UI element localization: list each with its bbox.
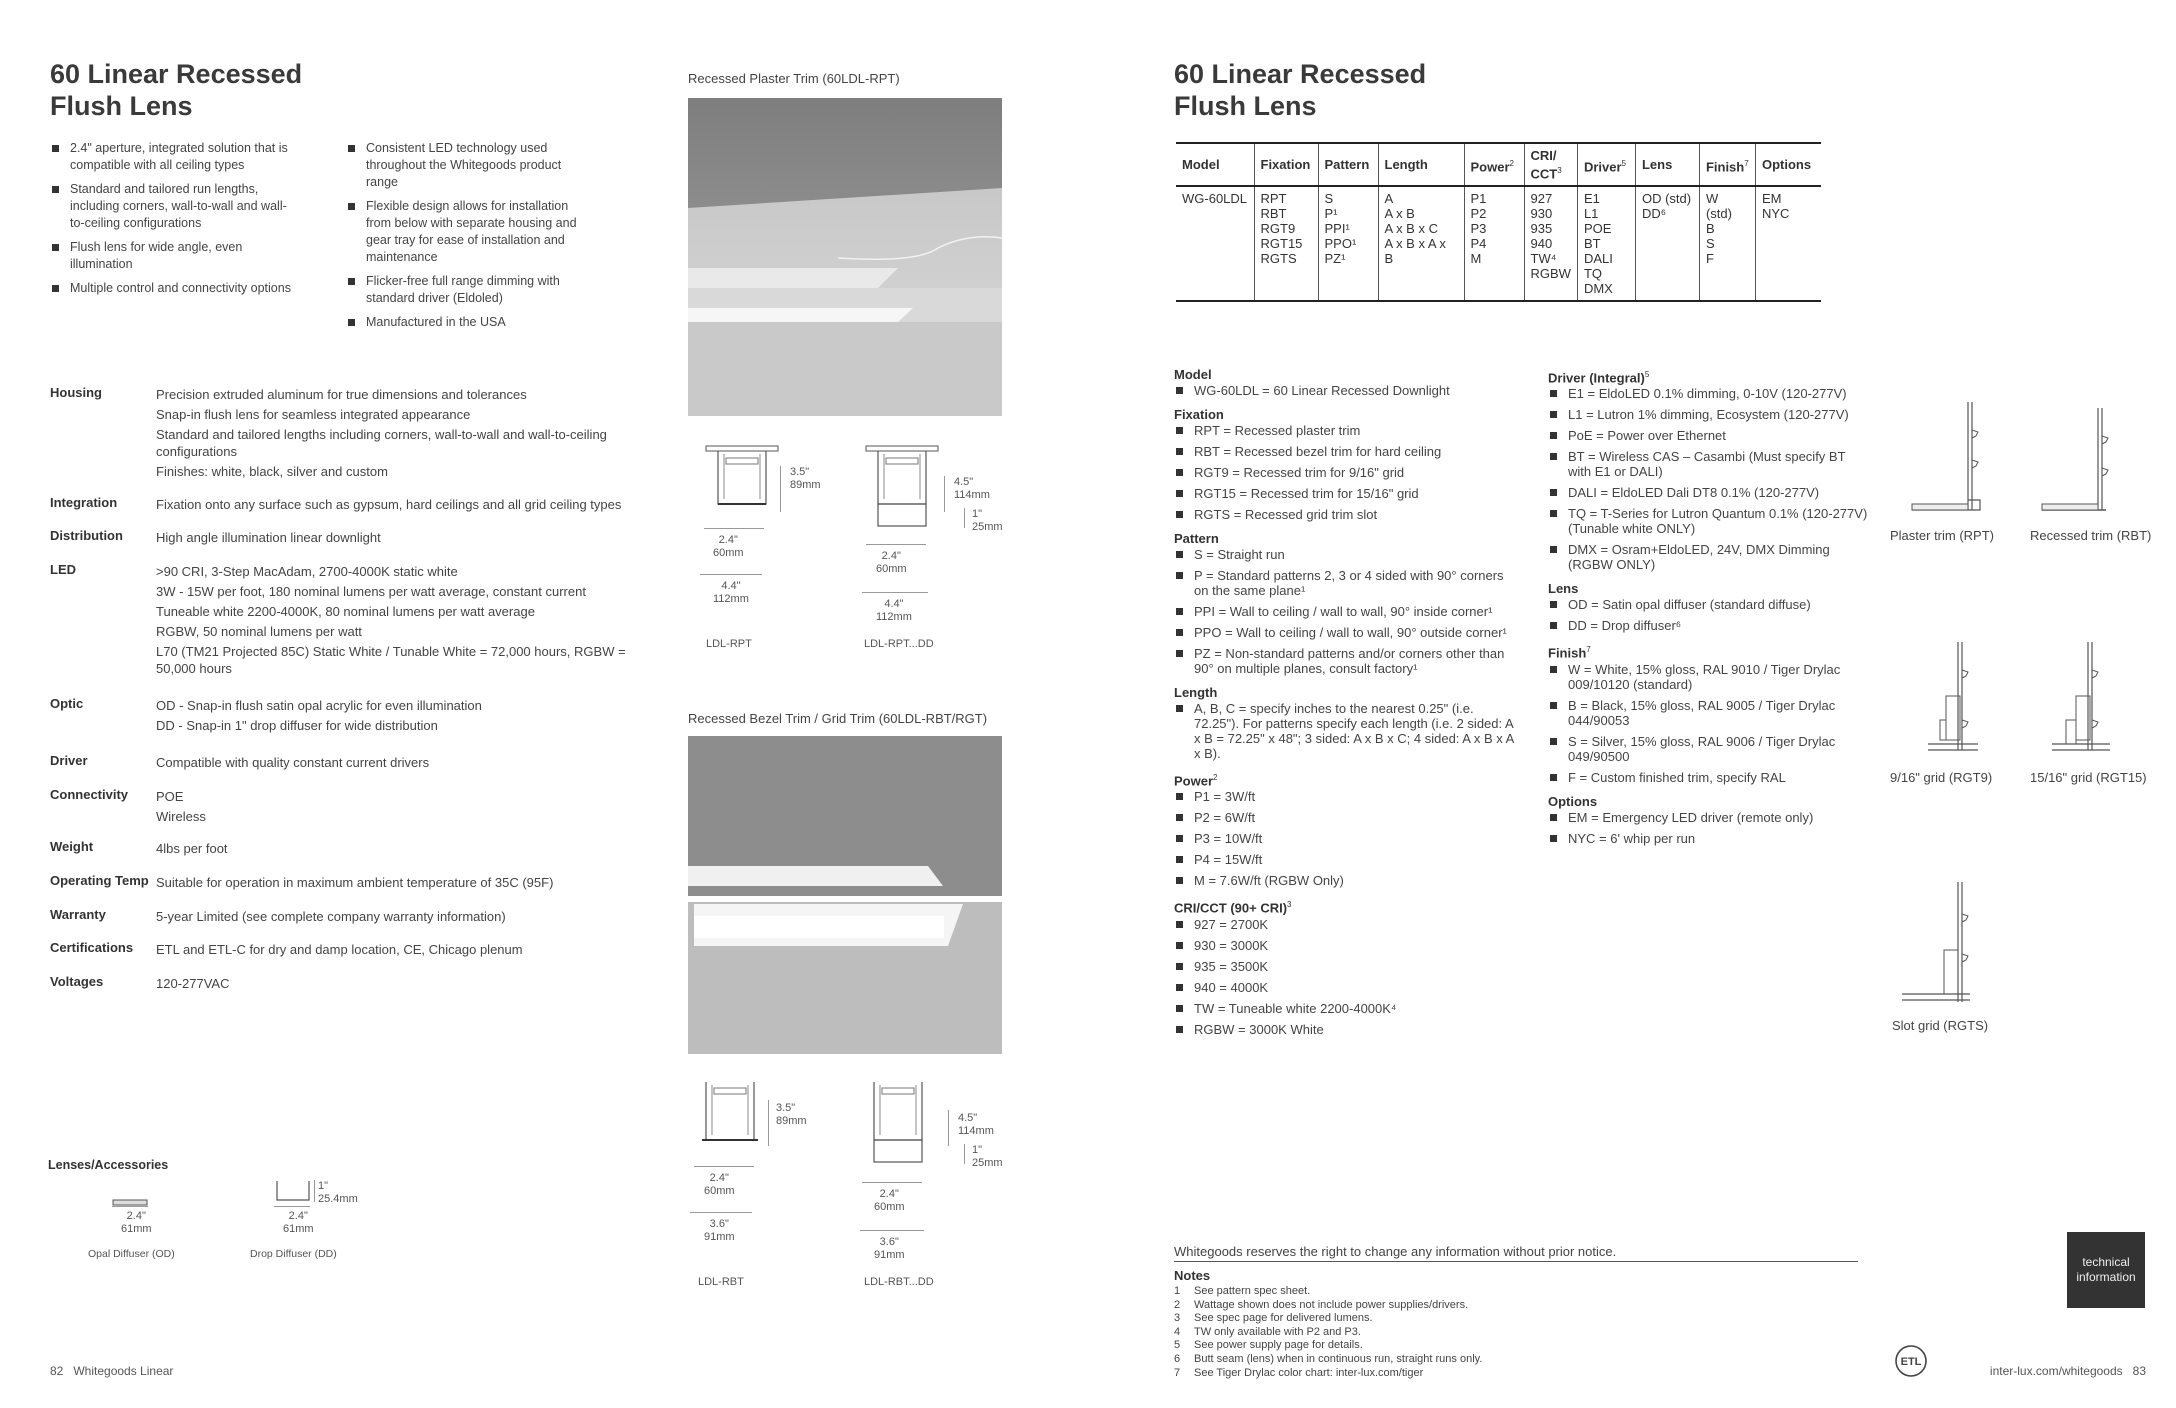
diagram-label-rpt-dd: LDL-RPT...DD xyxy=(864,638,934,650)
table-cell xyxy=(1318,186,1378,301)
note-text: See pattern spec sheet. xyxy=(1194,1285,1311,1297)
spec-values xyxy=(156,908,650,928)
spec-value: High angle illumination linear downlight xyxy=(156,530,381,545)
footnote-ref: 5 xyxy=(1644,370,1650,379)
header-text: Lens xyxy=(1641,157,1673,173)
legend-item: B = Black, 15% gloss, RAL 9005 / Tiger Drylac 044/90053 xyxy=(1548,698,1868,728)
spec-label: Warranty xyxy=(50,907,106,922)
cell-value: 940 xyxy=(1530,236,1553,252)
spec-value: Finishes: white, black, silver and custom xyxy=(156,464,388,479)
rgts-trim-drawing xyxy=(1900,880,1990,1015)
table-cell xyxy=(1464,186,1524,301)
etl-logo xyxy=(1894,1344,1928,1383)
legend-item: PZ = Non-standard patterns and/or corners other than 90° on multiple planes, consult factory¹ xyxy=(1174,646,1514,676)
rbt-trim-drawing xyxy=(2040,406,2130,523)
legend-heading xyxy=(1174,769,1514,789)
legend-heading-text: Lens xyxy=(1548,581,1579,597)
spec-label: Weight xyxy=(50,839,94,854)
photo-plaster-trim xyxy=(688,98,1002,416)
legend-section xyxy=(1174,684,1514,761)
legend-heading-text: Power xyxy=(1174,773,1214,789)
legend-item: RGT15 = Recessed trim for 15/16" grid xyxy=(1174,486,1514,501)
cell-value: DMX xyxy=(1583,281,1613,297)
legend-item: A, B, C = specify inches to the nearest 0.25" (i.e. 72.25"). For patterns specify each length (i.e. 2 sided: A x B = 72.25" x 48"; 3 sided: A x B x C; 4 sided: A x B x A x B). xyxy=(1174,701,1514,761)
table-header xyxy=(1699,143,1755,186)
notes-heading: Notes xyxy=(1174,1268,1211,1283)
header-text: Power xyxy=(1470,158,1510,174)
legend-heading xyxy=(1548,366,1868,386)
footnote-ref: 3 xyxy=(1557,166,1562,175)
header-text: Length xyxy=(1384,157,1428,173)
diagram-label-rbt-dd: LDL-RBT...DD xyxy=(864,1276,934,1288)
table-header xyxy=(1254,143,1318,186)
rbt-dd-section-drawing xyxy=(860,1080,936,1164)
spec-value: Tuneable white 2200-4000K, 80 nominal lumens per watt average xyxy=(156,604,535,619)
cell-value: S xyxy=(1324,191,1334,207)
feature-bullet: Consistent LED technology used throughout the Whitegoods product range xyxy=(346,140,596,191)
legend-item: BT = Wireless CAS – Casambi (Must specify BT with E1 or DALI) xyxy=(1548,449,1868,479)
table-header xyxy=(1524,143,1577,186)
note-row xyxy=(1174,1367,1774,1381)
legend-item: PPI = Wall to ceiling / wall to wall, 90° inside corner¹ xyxy=(1174,604,1514,619)
legend-item: RGTS = Recessed grid trim slot xyxy=(1174,507,1514,522)
table-header xyxy=(1176,143,1254,186)
spec-row xyxy=(50,494,650,516)
ordering-legend-col1 xyxy=(1174,366,1514,1045)
legend-item: TQ = T-Series for Lutron Quantum 0.1% (120-277V) (Tunable white ONLY) xyxy=(1548,506,1868,536)
note-number: 5 xyxy=(1174,1339,1181,1352)
legend-heading xyxy=(1174,406,1514,423)
spec-row xyxy=(50,561,650,680)
cell-value: (std) xyxy=(1705,206,1732,222)
feature-bullet: Flexible design allows for installation from below with separate housing and gear tray for ease of installation and maintenance xyxy=(346,198,596,266)
spec-value: Suitable for operation in maximum ambient temperature of 35C (95F) xyxy=(156,875,554,890)
lenses-heading: Lenses/Accessories xyxy=(48,1158,169,1172)
cell-value: A x B xyxy=(1384,206,1415,222)
note-text: Wattage shown does not include power supplies/drivers. xyxy=(1194,1298,1469,1311)
diagram-label-rbt: LDL-RBT xyxy=(698,1276,744,1288)
legend-heading xyxy=(1548,793,1868,810)
cell-value: POE xyxy=(1583,221,1612,237)
footnote-ref: 5 xyxy=(1621,158,1626,168)
rgt9-trim-drawing xyxy=(1920,640,1990,763)
note-number: 4 xyxy=(1174,1325,1181,1338)
legend-item: RGBW = 3000K White xyxy=(1174,1022,1514,1037)
note-number: 6 xyxy=(1174,1352,1181,1365)
note-row xyxy=(1174,1339,1774,1353)
cell-value: A x B x A x B xyxy=(1384,236,1446,267)
caption-rpt: Plaster trim (RPT) xyxy=(1890,528,1994,543)
caption-rgt9: 9/16" grid (RGT9) xyxy=(1890,770,1993,785)
spec-row xyxy=(50,838,650,860)
legend-section xyxy=(1548,580,1868,633)
cell-value: W xyxy=(1705,191,1719,207)
spec-values xyxy=(156,941,650,961)
spec-row xyxy=(50,872,650,894)
legend-item: L1 = Lutron 1% dimming, Ecosystem (120-277V) xyxy=(1548,407,1868,422)
ordering-legend-col2 xyxy=(1548,366,1868,854)
cell-value: DALI xyxy=(1583,251,1613,267)
cell-value: P1 xyxy=(1470,191,1487,207)
spec-value: POE xyxy=(156,789,184,804)
feature-bullet: 2.4" aperture, integrated solution that is compatible with all ceiling types xyxy=(50,140,300,174)
note-text: TW only available with P2 and P3. xyxy=(1194,1325,1361,1338)
cell-value: P¹ xyxy=(1324,206,1338,222)
spec-label: Distribution xyxy=(50,528,123,543)
legend-item: NYC = 6' whip per run xyxy=(1548,831,1868,846)
spec-values xyxy=(156,788,650,828)
spec-value: Fixation onto any surface such as gypsum, hard ceilings and all grid ceiling types xyxy=(156,497,622,512)
cell-value: RGT15 xyxy=(1260,236,1303,252)
header-text: CRI/ CCT xyxy=(1530,148,1558,182)
legend-list xyxy=(1174,547,1514,676)
legend-item: P3 = 10W/ft xyxy=(1174,831,1514,846)
spec-row xyxy=(50,527,650,549)
legend-list xyxy=(1548,386,1868,572)
spec-value: Standard and tailored lengths including corners, wall-to-wall and wall-to-ceiling configurations xyxy=(156,427,607,459)
spec-values xyxy=(156,840,650,860)
svg-text:ETL: ETL xyxy=(1900,1356,1922,1368)
diagram-ldl-rpt-dd xyxy=(864,444,940,533)
spec-value: 5-year Limited (see complete company warranty information) xyxy=(156,909,506,924)
note-number: 7 xyxy=(1174,1366,1181,1379)
spec-label: LED xyxy=(50,562,76,577)
table-header xyxy=(1378,143,1464,186)
title-line-1: 60 Linear Recessed xyxy=(1174,59,1427,89)
spec-label: Housing xyxy=(50,385,102,400)
cell-value: PZ¹ xyxy=(1324,251,1346,267)
rgt15-trim-drawing xyxy=(2050,640,2120,763)
spec-label: Integration xyxy=(50,495,118,510)
cell-value: P3 xyxy=(1470,221,1487,237)
cell-value: NYC xyxy=(1761,206,1790,222)
spec-row xyxy=(50,695,650,737)
title-line-2: Flush Lens xyxy=(50,91,193,121)
cell-value: M xyxy=(1470,251,1482,267)
legend-item: F = Custom finished trim, specify RAL xyxy=(1548,770,1868,785)
legend-heading-text: Options xyxy=(1548,793,1598,809)
cell-value: A x B x C xyxy=(1384,221,1438,237)
table-cell xyxy=(1699,186,1755,301)
title-line-1: 60 Linear Recessed xyxy=(50,59,303,89)
legend-heading-text: Model xyxy=(1174,367,1212,382)
legend-item: DALI = EldoLED Dali DT8 0.1% (120-277V) xyxy=(1548,485,1868,500)
cell-value: 935 xyxy=(1530,221,1553,237)
spec-value: >90 CRI, 3-Step MacAdam, 2700-4000K static white xyxy=(156,564,458,579)
table-cell xyxy=(1635,186,1699,301)
cell-value: PPO¹ xyxy=(1324,236,1357,252)
rpt-dd-section-drawing xyxy=(864,444,940,528)
legend-heading-text: Fixation xyxy=(1174,407,1224,422)
cell-value: PPI¹ xyxy=(1324,221,1350,237)
table-cell xyxy=(1524,186,1577,301)
note-row xyxy=(1174,1312,1774,1326)
title-line-2: Flush Lens xyxy=(1174,91,1317,121)
feature-bullet: Flush lens for wide angle, even illumination xyxy=(50,239,300,273)
technical-information-tab[interactable]: technical information xyxy=(2067,1232,2145,1308)
cell-value: P4 xyxy=(1470,236,1487,252)
note-text: See power supply page for details. xyxy=(1194,1339,1363,1352)
spec-value: 3W - 15W per foot, 180 nominal lumens per watt average, constant current xyxy=(156,584,586,599)
diagram-label-rpt: LDL-RPT xyxy=(706,638,752,650)
note-number: 2 xyxy=(1174,1298,1181,1311)
rbt-section-drawing xyxy=(692,1080,768,1150)
spec-row xyxy=(50,786,650,828)
rpt-trim-drawing xyxy=(1910,400,2000,523)
cell-value: P2 xyxy=(1470,206,1487,222)
cell-value: B xyxy=(1705,221,1715,237)
spec-label: Driver xyxy=(50,753,88,768)
drop-diffuser-drawing xyxy=(276,1180,310,1207)
cell-value: RGBW xyxy=(1530,266,1571,282)
cell-value: E1 xyxy=(1583,191,1600,207)
spec-value: Wireless xyxy=(156,809,206,824)
legend-section xyxy=(1548,793,1868,846)
lens-od-label: Opal Diffuser (OD) xyxy=(88,1248,175,1260)
spec-value: 120-277VAC xyxy=(156,976,230,991)
footnote-ref: 3 xyxy=(1287,900,1292,910)
spec-values xyxy=(156,496,650,516)
note-text: See spec page for delivered lumens. xyxy=(1194,1312,1373,1325)
legend-item: P2 = 6W/ft xyxy=(1174,810,1514,825)
feature-bullet: Flicker-free full range dimming with standard driver (Eldoled) xyxy=(346,273,596,307)
footnote-ref: 2 xyxy=(1213,773,1218,782)
legend-item: S = Silver, 15% gloss, RAL 9006 / Tiger Drylac 049/90500 xyxy=(1548,734,1868,764)
spec-values xyxy=(156,754,650,774)
legend-heading xyxy=(1174,896,1514,916)
table-header xyxy=(1755,143,1821,186)
note-row xyxy=(1174,1285,1774,1299)
spec-label: Optic xyxy=(50,696,84,711)
table-header xyxy=(1318,143,1378,186)
legend-heading xyxy=(1174,366,1514,383)
legend-heading xyxy=(1174,684,1514,701)
diagram-ldl-rbt-dd xyxy=(860,1080,936,1169)
spec-value: Snap-in flush lens for seamless integrated appearance xyxy=(156,407,471,422)
legend-item: RPT = Recessed plaster trim xyxy=(1174,423,1514,438)
table-cell xyxy=(1755,186,1821,301)
spec-label: Connectivity xyxy=(50,787,129,802)
table-header xyxy=(1577,143,1635,186)
disclaimer: Whitegoods reserves the right to change any information without prior notice. xyxy=(1174,1244,1858,1262)
spec-row xyxy=(50,384,650,483)
spec-values xyxy=(156,697,650,737)
legend-heading xyxy=(1548,641,1868,661)
note-row xyxy=(1174,1299,1774,1313)
legend-section xyxy=(1548,366,1868,572)
legend-item: 927 = 2700K xyxy=(1174,917,1514,932)
note-number: 1 xyxy=(1174,1285,1181,1297)
table-cell xyxy=(1254,186,1318,301)
cell-value: TW⁴ xyxy=(1530,251,1557,267)
cell-value: A xyxy=(1384,191,1394,207)
spec-row xyxy=(50,939,650,961)
legend-section xyxy=(1174,530,1514,676)
page-title-left xyxy=(50,58,302,122)
legend-item: 930 = 3000K xyxy=(1174,938,1514,953)
spec-row xyxy=(50,906,650,928)
cell-value: RGT9 xyxy=(1260,221,1296,237)
legend-item: PPO = Wall to ceiling / wall to wall, 90° outside corner¹ xyxy=(1174,625,1514,640)
legend-heading-text: Length xyxy=(1174,685,1218,700)
legend-item: RBT = Recessed bezel trim for hard ceiling xyxy=(1174,444,1514,459)
legend-item: EM = Emergency LED driver (remote only) xyxy=(1548,810,1868,825)
legend-item: DMX = Osram+EldoLED, 24V, DMX Dimming (RGBW ONLY) xyxy=(1548,542,1868,572)
note-number: 3 xyxy=(1174,1312,1181,1325)
header-text: Pattern xyxy=(1324,157,1370,173)
legend-item: P1 = 3W/ft xyxy=(1174,789,1514,804)
legend-item: W = White, 15% gloss, RAL 9010 / Tiger Drylac 009/10120 (standard) xyxy=(1548,662,1868,692)
diagram-ldl-rpt xyxy=(704,444,780,519)
footer-right: inter-lux.com/whitegoods 83 xyxy=(1989,1364,2146,1378)
feature-list-1 xyxy=(50,140,300,304)
photo-caption-rbt: Recessed Bezel Trim / Grid Trim (60LDL-RBT/RGT) xyxy=(688,711,988,726)
spec-value: DD - Snap-in 1" drop diffuser for wide distribution xyxy=(156,718,438,733)
legend-item: 935 = 3500K xyxy=(1174,959,1514,974)
spec-values xyxy=(156,874,650,894)
legend-list xyxy=(1174,789,1514,888)
header-text: Fixation xyxy=(1260,157,1311,173)
legend-list xyxy=(1548,662,1868,785)
cell-value: F xyxy=(1705,251,1714,267)
table-cell xyxy=(1378,186,1464,301)
legend-list xyxy=(1174,423,1514,522)
legend-heading-text: CRI/CCT (90+ CRI) xyxy=(1174,900,1288,916)
spec-values xyxy=(156,975,650,995)
cell-value: EM xyxy=(1761,191,1782,207)
caption-rbt: Recessed trim (RBT) xyxy=(2030,528,2152,543)
legend-list xyxy=(1174,383,1514,398)
legend-item: M = 7.6W/ft (RGBW Only) xyxy=(1174,873,1514,888)
footnote-ref: 2 xyxy=(1509,158,1514,168)
spec-value: L70 (TM21 Projected 85C) Static White / Tunable White = 72,000 hours, RGBW = 50,000 hours xyxy=(156,644,626,676)
header-text: Driver xyxy=(1583,158,1622,174)
feature-list-2 xyxy=(346,140,596,338)
spec-value: 4lbs per foot xyxy=(156,841,228,856)
spec-row xyxy=(50,752,650,774)
table-header xyxy=(1464,143,1524,186)
rpt-section-drawing xyxy=(704,444,780,514)
feature-bullet: Standard and tailored run lengths, including corners, wall-to-wall and wall-to-ceiling configurations xyxy=(50,181,300,232)
table-cell xyxy=(1176,186,1254,301)
spec-value: RGBW, 50 nominal lumens per watt xyxy=(156,624,362,639)
legend-list xyxy=(1548,597,1868,633)
legend-heading-text: Pattern xyxy=(1174,531,1219,546)
legend-item: PoE = Power over Ethernet xyxy=(1548,428,1868,443)
legend-item: OD = Satin opal diffuser (standard diffuse) xyxy=(1548,597,1868,612)
spec-label: Voltages xyxy=(50,974,104,989)
legend-section xyxy=(1548,641,1868,784)
legend-item: RGT9 = Recessed trim for 9/16" grid xyxy=(1174,465,1514,480)
header-text: Finish xyxy=(1705,158,1745,174)
footnote-ref: 7 xyxy=(1744,158,1749,168)
header-text: Model xyxy=(1182,157,1220,173)
legend-heading-text: Finish xyxy=(1548,645,1587,661)
spec-label: Certifications xyxy=(50,940,134,955)
legend-section xyxy=(1174,366,1514,398)
lens-dd-label: Drop Diffuser (DD) xyxy=(250,1248,337,1260)
legend-heading xyxy=(1548,580,1868,597)
cell-value: DD⁶ xyxy=(1641,206,1667,222)
cell-value: WG-60LDL xyxy=(1182,191,1248,207)
spec-values xyxy=(156,563,650,680)
photo-bezel-trim xyxy=(688,736,1002,1054)
spec-row xyxy=(50,973,650,995)
legend-item: S = Straight run xyxy=(1174,547,1514,562)
legend-heading xyxy=(1174,530,1514,547)
feature-bullet: Manufactured in the USA xyxy=(346,314,596,331)
spec-value: Precision extruded aluminum for true dimensions and tolerances xyxy=(156,387,527,402)
legend-item: WG-60LDL = 60 Linear Recessed Downlight xyxy=(1174,383,1514,398)
legend-section xyxy=(1174,769,1514,888)
cell-value: L1 xyxy=(1583,206,1599,222)
legend-list xyxy=(1174,917,1514,1037)
legend-item: P4 = 15W/ft xyxy=(1174,852,1514,867)
note-row xyxy=(1174,1326,1774,1340)
cell-value: RBT xyxy=(1260,206,1287,222)
header-text: Options xyxy=(1761,157,1812,173)
footer-left: 82 Whitegoods Linear xyxy=(50,1364,174,1378)
cell-value: 927 xyxy=(1530,191,1553,207)
caption-rgt15: 15/16" grid (RGT15) xyxy=(2030,770,2147,785)
spec-value: OD - Snap-in flush satin opal acrylic for even illumination xyxy=(156,698,482,713)
cell-value: BT xyxy=(1583,236,1601,252)
footnote-ref: 7 xyxy=(1586,645,1591,655)
spec-values xyxy=(156,529,650,549)
legend-section xyxy=(1174,406,1514,522)
cell-value: RGTS xyxy=(1260,251,1297,267)
legend-heading-text: Driver (Integral) xyxy=(1548,370,1645,386)
ordering-table xyxy=(1176,142,1821,302)
note-text: See Tiger Drylac color chart: inter-lux.com/tiger xyxy=(1194,1366,1424,1379)
notes-list xyxy=(1174,1285,1774,1380)
cell-value: RPT xyxy=(1260,191,1287,207)
note-text: Butt seam (lens) when in continuous run, straight runs only. xyxy=(1194,1352,1483,1365)
legend-item: DD = Drop diffuser⁶ xyxy=(1548,618,1868,633)
legend-list xyxy=(1548,810,1868,846)
legend-list xyxy=(1174,701,1514,761)
spec-value: Compatible with quality constant current drivers xyxy=(156,755,430,770)
cell-value: TQ xyxy=(1583,266,1603,282)
cell-value: S xyxy=(1705,236,1715,252)
legend-item: TW = Tuneable white 2200-4000K⁴ xyxy=(1174,1001,1514,1016)
legend-item: P = Standard patterns 2, 3 or 4 sided with 90° corners on the same plane¹ xyxy=(1174,568,1514,598)
legend-item: E1 = EldoLED 0.1% dimming, 0-10V (120-277V) xyxy=(1548,386,1868,401)
spec-values xyxy=(156,386,650,483)
legend-item: 940 = 4000K xyxy=(1174,980,1514,995)
feature-bullet: Multiple control and connectivity options xyxy=(50,280,300,297)
note-row xyxy=(1174,1353,1774,1367)
legend-section xyxy=(1174,896,1514,1036)
cell-value: 930 xyxy=(1530,206,1553,222)
photo-caption-rpt: Recessed Plaster Trim (60LDL-RPT) xyxy=(688,71,900,86)
spec-value: ETL and ETL-C for dry and damp location, CE, Chicago plenum xyxy=(156,942,523,957)
page-title-right xyxy=(1174,58,1426,122)
diagram-ldl-rbt xyxy=(692,1080,768,1155)
table-header xyxy=(1635,143,1699,186)
cell-value: OD (std) xyxy=(1641,191,1692,207)
table-cell xyxy=(1577,186,1635,301)
spec-label: Operating Temp xyxy=(50,873,149,888)
caption-rgts: Slot grid (RGTS) xyxy=(1892,1018,1989,1033)
